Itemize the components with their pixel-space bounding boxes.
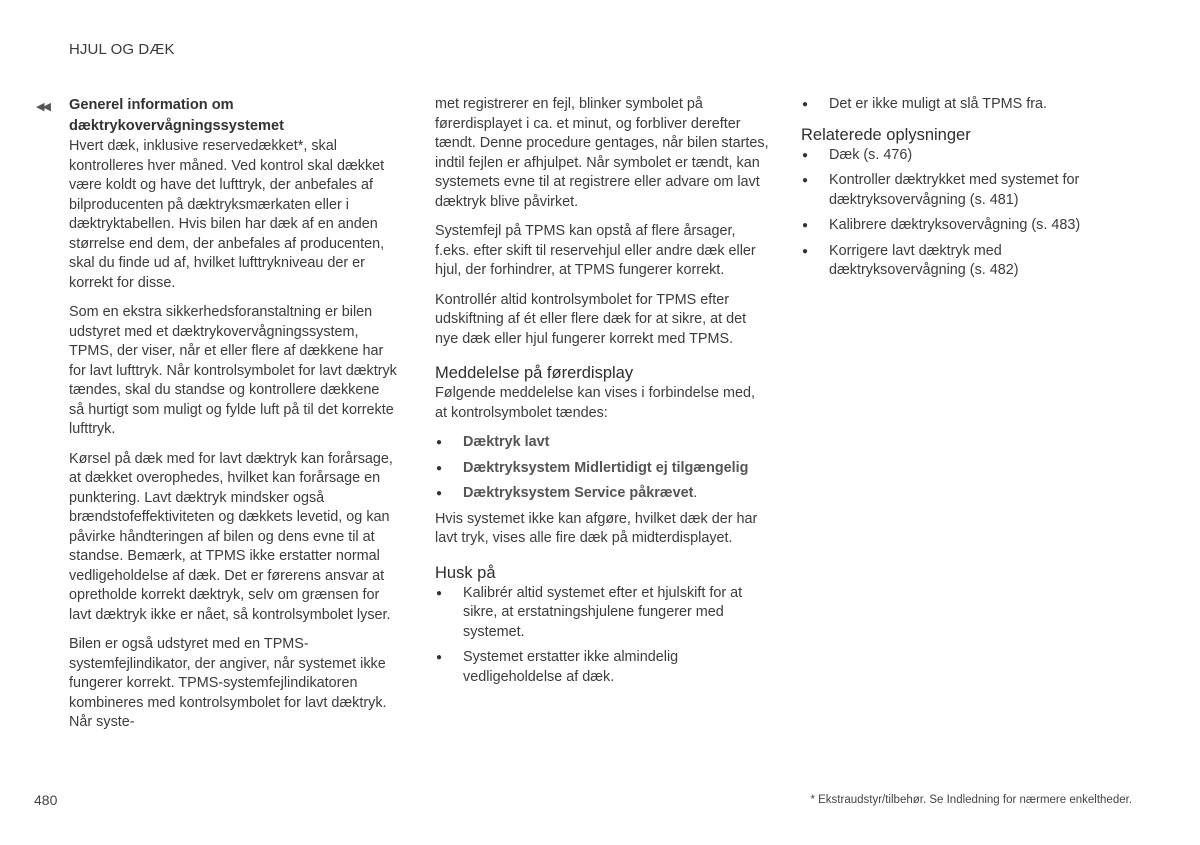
- footnote: * Ekstraudstyr/tilbehør. Se Indledning for nærmere enkeltheder.: [810, 794, 1132, 806]
- list-item: ● Det er ikke muligt at slå TPMS fra.: [801, 95, 1141, 115]
- paragraph: Som en ekstra sikkerhedsforanstaltning er bilen udstyret med et dæktrykovervågningssystem, TPMS, der viser, når et eller flere af dækkene har for lavt lufttryk. Når kontrolsymbolet for lavt dæktryk tændes, skal du standse og kontrollere dækkene så hurtigt som muligt og fylde luft på til det korrekte lufttryk.: [69, 304, 397, 437]
- section-title: HJUL OG DÆK: [69, 41, 175, 58]
- driver-display-heading: Meddelelse på førerdisplay: [435, 364, 634, 382]
- remember-list: [435, 584, 770, 688]
- related-link[interactable]: ● Dæk (s. 476): [801, 146, 1141, 166]
- related-info-list: [801, 146, 1141, 281]
- paragraph: Hvert dæk, inklusive reservedækket*, skal kontrolleres hver måned. Ved kontrol skal dækket være koldt og have det lufttryk, der anbefales af bilproducenten på dæktryksmærkaten eller i dæktryktabellen. Hvis bilen har dæk af en anden størrelse end dem, der anbefales af producenten, skal du finde ud af, hvilket lufttrykniveau der er korrekt for disse.: [69, 138, 385, 291]
- list-item: ● Systemet erstatter ikke almindelig vedligeholdelse af dæk.: [435, 648, 770, 687]
- list-item: [435, 433, 770, 453]
- column-3: [801, 95, 1141, 287]
- continued-from-previous-icon: ◀◀: [36, 101, 49, 113]
- related-info-heading: Relaterede oplysninger: [801, 125, 971, 144]
- subheading-line-2: dæktrykovervågningssystemet: [69, 118, 284, 134]
- driver-display-note: Hvis systemet ikke kan afgøre, hvilket dæk der har lavt tryk, vises alle fire dæk på midterdisplayet.: [435, 510, 758, 546]
- paragraph: Kørsel på dæk med for lavt dæktryk kan forårsage, at dækket overophedes, hvilket kan forårsage en punktering. Lavt dæktryk mindsker også brændstofeffektiviteten og dækkets levetid, og kan påvirke håndteringen af bilen og dens evne til at standse. Bemærk, at TPMS ikke erstatter normal vedligeholdelse af dæk. Det er førerens ansvar at opretholde korrekt dæktryk, selv om grænsen for lavt dæktryk ikke er nået, så kontrolsymbolet lyser.: [69, 450, 393, 623]
- paragraph: Systemfejl på TPMS kan opstå af flere årsager, f.eks. efter skift til reservehjul eller andre dæk eller hjul, der forhindrer, at TPMS fungerer korrekt.: [435, 223, 756, 278]
- top-list: [801, 95, 1141, 115]
- list-item: ● Kalibrér altid systemet efter et hjulskift for at sikre, at erstatningshjulene fungerer med systemet.: [435, 584, 770, 643]
- display-message: Dæktryksystem Service påkrævet: [463, 485, 694, 501]
- driver-display-intro: Følgende meddelelse kan vises i forbindelse med, at kontrolsymbolet tændes:: [435, 385, 755, 421]
- subheading-line-1: Generel information om: [69, 97, 234, 113]
- remember-heading: Husk på: [435, 563, 496, 582]
- display-message: Dæktryksystem Midlertidigt ej tilgængelig: [463, 459, 749, 476]
- trailing-period: .: [693, 485, 698, 501]
- paragraph: met registrerer en fejl, blinker symbolet på førerdisplayet i ca. et minut, og forbliver derefter tændt. Denne procedure gentages, når bilen startes, indtil fejlen er afhjulpet. Når symbolet er tændt, kan systemets evne til at registrere eller advare om lavt dæktryk blive påvirket.: [435, 96, 769, 210]
- display-messages-list: [435, 433, 770, 504]
- related-link[interactable]: ● Korrigere lavt dæktryk med dæktryksovervågning (s. 482): [801, 242, 1141, 281]
- column-1: [36, 95, 397, 743]
- paragraph: Kontrollér altid kontrolsymbolet for TPMS efter udskiftning af ét eller flere dæk for at sikre, at det nye dæk eller hjul fungerer korrekt med TPMS.: [435, 291, 747, 347]
- related-link[interactable]: ● Kontroller dæktrykket med systemet for dæktryksovervågning (s. 481): [801, 171, 1141, 210]
- page-number: 480: [34, 792, 58, 808]
- paragraph: Bilen er også udstyret med en TPMS-systemfejlindikator, der angiver, når systemet ikke fungerer korrekt. TPMS-systemfejlindikatoren kombineres med kontrolsymbolet for lavt dæktryk. Når syste-: [69, 636, 387, 730]
- list-item: [435, 484, 770, 504]
- related-link[interactable]: ● Kalibrere dæktryksovervågning (s. 483): [801, 216, 1141, 236]
- display-message: Dæktryk lavt: [463, 434, 550, 450]
- column-2: [435, 95, 770, 693]
- list-item: [435, 459, 770, 479]
